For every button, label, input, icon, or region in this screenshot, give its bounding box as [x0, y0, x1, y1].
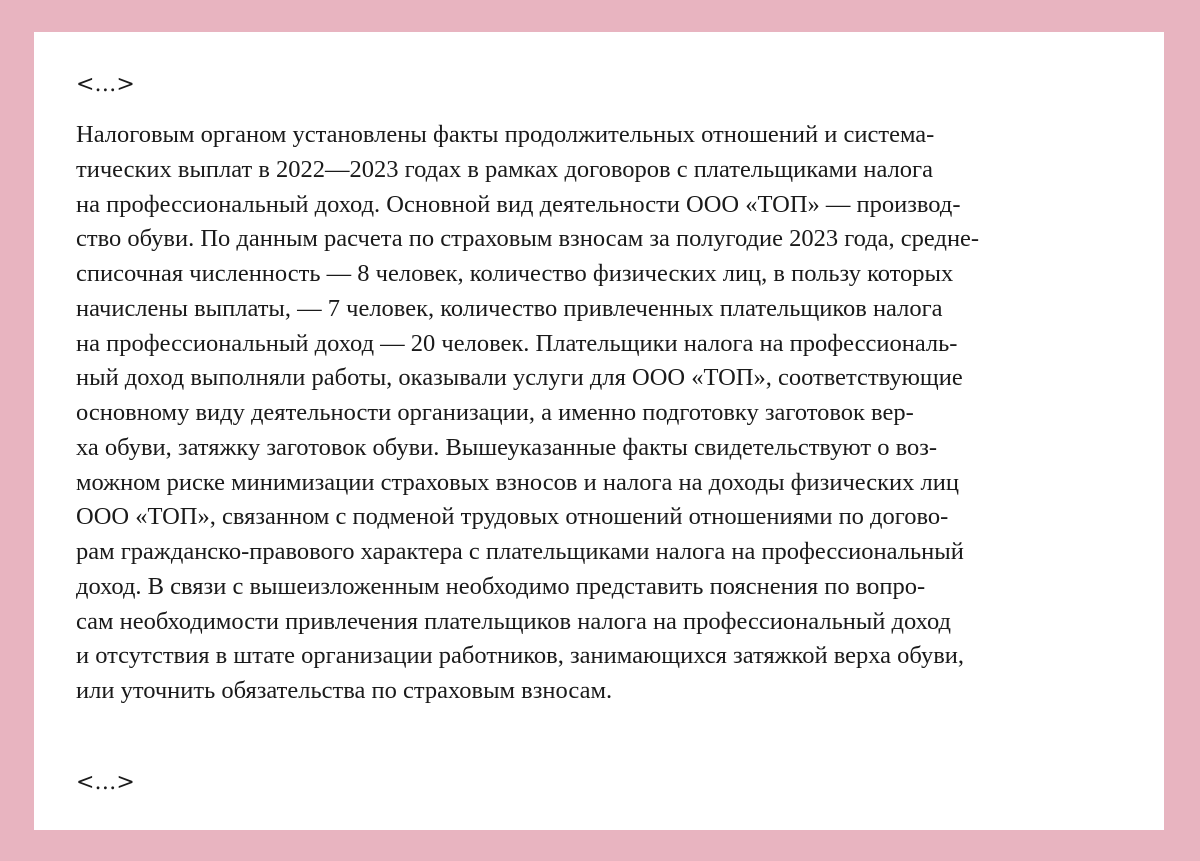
omission-marker-top: <…>: [76, 72, 135, 97]
paragraph-line: Налоговым органом установлены факты продолжительных отношений и система-: [76, 121, 935, 148]
paragraph-line: или уточнить обязательства по страховым взносам.: [76, 677, 613, 704]
paragraph-line: на профессиональный доход. Основной вид деятельности ООО «ТОП» — производ-: [76, 190, 961, 218]
paragraph-line: и отсутствия в штате организации работников, занимающихся затяжкой верха обуви,: [76, 642, 965, 670]
paragraph-line: списочная численность — 8 человек, количество физических лиц, в пользу которых: [76, 260, 954, 287]
paragraph-line: ство обуви. По данным расчета по страховым взносам за полугодие 2023 года, средне-: [76, 225, 980, 253]
paragraph-line: на профессиональный доход — 20 человек. Плательщики налога на профессиональ-: [76, 329, 958, 357]
paragraph-line: доход. В связи с вышеизложенным необходимо представить пояснения по вопро-: [76, 572, 926, 600]
document-page: [34, 32, 1164, 830]
paragraph-line: ха обуви, затяжку заготовок обуви. Вышеуказанные факты свидетельствуют о воз-: [76, 433, 938, 461]
paragraph-line: ный доход выполняли работы, оказывали услуги для ООО «ТОП», соответствующие: [76, 364, 963, 392]
quoted-paragraph: [76, 118, 1136, 709]
paragraph-line: можном риске минимизации страховых взносов и налога на доходы физических лиц: [76, 468, 959, 496]
paragraph-line: основному виду деятельности организации, а именно подготовку заготовок вер-: [76, 399, 914, 426]
paragraph-line: сам необходимости привлечения плательщиков налога на профессиональный доход: [76, 607, 951, 635]
paragraph-line: ООО «ТОП», связанном с подменой трудовых отношений отношениями по догово-: [76, 503, 949, 531]
omission-marker-bottom: <…>: [76, 770, 135, 795]
paragraph-line: тических выплат в 2022—2023 годах в рамках договоров с плательщиками налога: [76, 155, 933, 183]
paragraph-line: начислены выплаты, — 7 человек, количество привлеченных плательщиков налога: [76, 294, 943, 322]
paragraph-line: рам гражданско-правового характера с плательщиками налога на профессиональный: [76, 538, 964, 565]
